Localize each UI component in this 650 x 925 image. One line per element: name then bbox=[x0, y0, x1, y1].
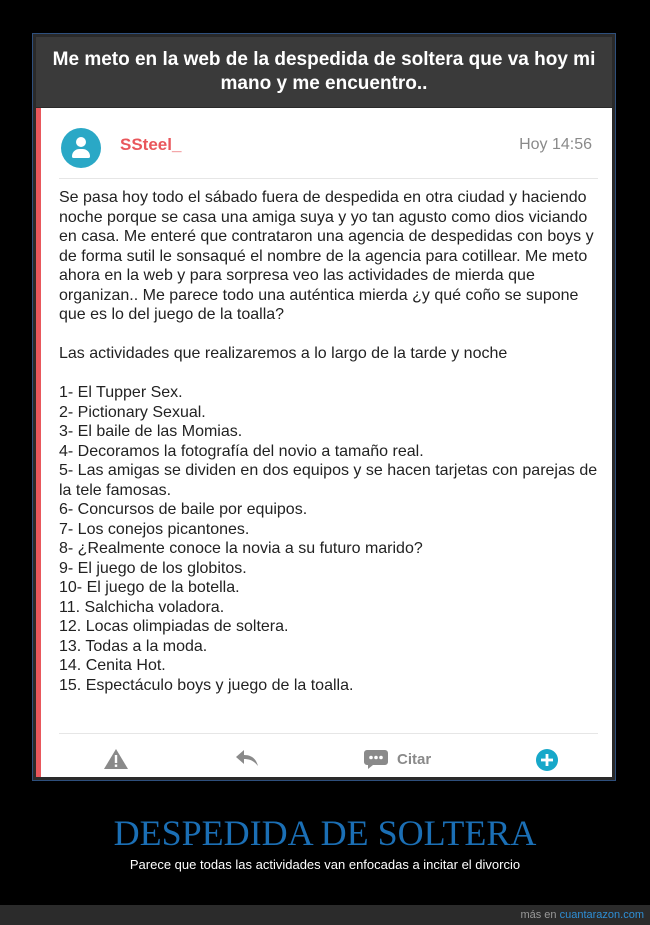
list-item: 11. Salchicha voladora. bbox=[59, 598, 225, 616]
list-item: 14. Cenita Hot. bbox=[59, 657, 166, 674]
footer-prefix: más en bbox=[520, 909, 557, 921]
forum-post bbox=[36, 108, 612, 777]
report-button[interactable] bbox=[103, 748, 129, 770]
list-item: 3- El baile de las Momias. bbox=[59, 423, 243, 440]
post-username[interactable]: SSteel_ bbox=[120, 135, 182, 154]
list-item: 2- Pictionary Sexual. bbox=[59, 403, 206, 421]
site-footer bbox=[0, 905, 650, 925]
plus-circle-icon bbox=[535, 748, 559, 772]
list-item: 15. Espectáculo boys y juego de la toalla. bbox=[59, 676, 354, 694]
list-item: 8- ¿Realmente conoce la novia a su futuro marido? bbox=[59, 540, 423, 557]
warning-icon bbox=[103, 748, 129, 770]
screenshot-frame bbox=[32, 33, 616, 781]
quote-label: Citar bbox=[397, 750, 432, 768]
activity-list bbox=[59, 383, 598, 695]
post-time: Hoy 14:56 bbox=[519, 136, 592, 153]
screenshot-header: Me meto en la web de la despedida de soltera que va hoy mi mano y me encuentro.. bbox=[36, 37, 612, 107]
reply-button[interactable] bbox=[234, 748, 260, 768]
divider bbox=[59, 178, 598, 179]
quote-bubble-icon bbox=[363, 748, 389, 770]
list-item: 9- El juego de los globitos. bbox=[59, 559, 247, 577]
list-item: 13. Todas a la moda. bbox=[59, 637, 208, 655]
list-item: 5- Las amigas se dividen en dos equipos y se hacen tarjetas con parejas de la tele famosas. bbox=[59, 462, 598, 499]
post-paragraph: Las actividades que realizaremos a lo largo de la tarde y noche bbox=[59, 345, 508, 362]
divider bbox=[59, 733, 598, 734]
list-item: 12. Locas olimpiadas de soltera. bbox=[59, 618, 289, 635]
list-item: 1- El Tupper Sex. bbox=[59, 384, 183, 401]
post-actions bbox=[41, 740, 612, 780]
list-item: 4- Decoramos la fotografía del novio a tamaño real. bbox=[59, 442, 424, 460]
list-item: 10- El juego de la botella. bbox=[59, 579, 240, 596]
quote-button[interactable] bbox=[363, 748, 431, 770]
post-body bbox=[59, 188, 598, 695]
caption-title: DESPEDIDA DE SOLTERA bbox=[113, 813, 537, 853]
caption-subtitle: Parece que todas las actividades van enfocadas a incitar el divorcio bbox=[129, 857, 521, 872]
list-item: 6- Concursos de baile por equipos. bbox=[59, 501, 308, 518]
reply-icon bbox=[234, 748, 260, 768]
site-link[interactable]: cuantarazon.com bbox=[559, 909, 644, 921]
post-paragraph: Se pasa hoy todo el sábado fuera de despedida en otra ciudad y haciendo noche porque se casa una amiga suya y yo tan agusto como dios viciando en casa. Me enteré que contrataron una agencia de despedidas con boys y de forma sutil le sonsaqué el nombre de la agencia para cotillear. Me meto ahora en la web y para sorpresa veo las actividades de mierda que organizan.. Me parece todo una auténtica mierda ¿y qué coño se supone que es lo del juego de la toalla? bbox=[59, 189, 594, 323]
avatar-icon[interactable] bbox=[61, 128, 101, 168]
add-button[interactable] bbox=[535, 748, 559, 772]
list-item: 7- Los conejos picantones. bbox=[59, 520, 250, 538]
